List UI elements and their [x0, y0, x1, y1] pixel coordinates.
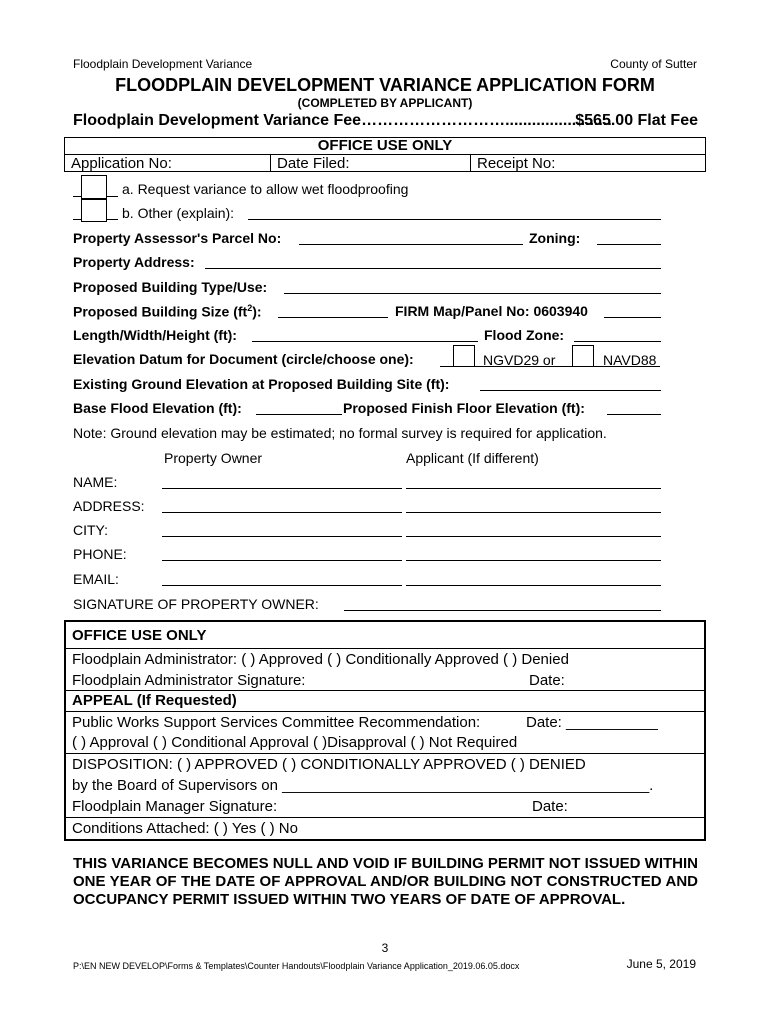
board-date[interactable]: by the Board of Supervisors on ____________________________________________. [72, 777, 654, 794]
office-use-section [64, 620, 706, 841]
page-number: 3 [381, 941, 389, 955]
signature-label: SIGNATURE OF PROPERTY OWNER: [73, 596, 319, 612]
property-owner-heading: Property Owner [164, 450, 263, 466]
address-label: Property Address: [73, 254, 195, 270]
fee-amount: $565.00 Flat Fee [575, 112, 698, 129]
owner-name-line[interactable] [162, 488, 402, 489]
conditions-attached[interactable]: Conditions Attached: ( ) Yes ( ) No [72, 820, 298, 837]
building-size-input-line[interactable] [278, 317, 388, 318]
city-label: CITY: [73, 522, 109, 538]
firm-panel-input-line[interactable] [604, 317, 661, 318]
applicant-phone-line[interactable] [406, 560, 661, 561]
firm-panel-label: FIRM Map/Panel No: 0603940 [395, 303, 588, 319]
applicant-heading: Applicant (If different) [406, 450, 539, 466]
office-section-heading: OFFICE USE ONLY [72, 627, 207, 644]
email-label: EMAIL: [73, 571, 119, 587]
receipt-no-field[interactable]: Receipt No: [477, 155, 556, 172]
header-right: County of Sutter [610, 57, 697, 71]
bfe-label: Base Flood Elevation (ft): [73, 400, 242, 416]
datum-label: Elevation Datum for Document (circle/choose one): [73, 351, 414, 367]
owner-email-line[interactable] [162, 585, 402, 586]
parcel-input-line[interactable] [299, 244, 523, 245]
option-b-label: b. Other (explain): [122, 205, 235, 221]
administrator-signature[interactable]: Floodplain Administrator Signature: [72, 672, 306, 689]
finish-floor-input-line[interactable] [607, 414, 661, 415]
flood-zone-input-line[interactable] [574, 341, 661, 342]
owner-city-line[interactable] [162, 536, 402, 537]
option-a-label: a. Request variance to allow wet floodproofing [122, 181, 409, 197]
ngvd29-label: NGVD29 or [483, 352, 556, 368]
office-use-heading: OFFICE USE ONLY [317, 137, 453, 154]
date-filed-field[interactable]: Date Filed: [271, 155, 471, 172]
ground-elevation-input-line[interactable] [480, 390, 661, 391]
note-text: Note: Ground elevation may be estimated; no formal survey is required for application. [73, 425, 607, 441]
administrator-decision[interactable]: Floodplain Administrator: ( ) Approved ( ) Conditionally Approved ( ) Denied [72, 651, 569, 668]
manager-date[interactable]: Date: [532, 798, 568, 815]
finish-floor-label: Proposed Finish Floor Elevation (ft): [343, 400, 585, 416]
form-subtitle: (COMPLETED BY APPLICANT) [297, 96, 473, 110]
zoning-label: Zoning: [529, 230, 581, 246]
navd88-checkbox[interactable] [572, 345, 594, 367]
parcel-label: Property Assessor's Parcel No: [73, 230, 282, 246]
building-size-label: Proposed Building Size $(ft^2)$: [73, 303, 262, 320]
applicant-address-line[interactable] [406, 512, 661, 513]
flood-zone-label: Flood Zone: [484, 327, 565, 343]
pw-date[interactable]: Date: ___________ [526, 714, 658, 731]
building-type-label: Proposed Building Type/Use: [73, 279, 268, 295]
appeal-heading: APPEAL (If Requested) [72, 692, 237, 709]
fee-label: Floodplain Development Variance Fee………………………........................ [73, 112, 612, 129]
owner-signature-line[interactable] [344, 610, 661, 611]
manager-signature[interactable]: Floodplain Manager Signature: [72, 798, 278, 815]
applicant-name-line[interactable] [406, 488, 661, 489]
disposition-options[interactable]: DISPOSITION: ( ) APPROVED ( ) CONDITIONALLY APPROVED ( ) DENIED [72, 756, 586, 773]
address-input-line[interactable] [205, 268, 661, 269]
option-b-checkbox[interactable] [81, 199, 107, 222]
applicant-city-line[interactable] [406, 536, 661, 537]
pw-recommendation: Public Works Support Services Committee Recommendation: [72, 714, 481, 731]
zoning-input-line[interactable] [597, 244, 661, 245]
phone-label: PHONE: [73, 546, 127, 562]
lwh-input-line[interactable] [252, 341, 478, 342]
owner-phone-line[interactable] [162, 560, 402, 561]
file-path: P:\EN NEW DEVELOP\Forms & Templates\Counter Handouts\Floodplain Variance Application_2019.06.05.docx [73, 961, 520, 971]
other-explain-line[interactable] [248, 219, 661, 220]
name-label: NAME: [73, 474, 118, 490]
form-title: FLOODPLAIN DEVELOPMENT VARIANCE APPLICATION FORM [115, 75, 655, 95]
building-type-input-line[interactable] [284, 293, 661, 294]
pw-options[interactable]: ( ) Approval ( ) Conditional Approval ( )Disapproval ( ) Not Required [72, 734, 518, 751]
bfe-input-line[interactable] [256, 414, 342, 415]
owner-address-line[interactable] [162, 512, 402, 513]
office-use-table [64, 137, 706, 172]
lwh-label: Length/Width/Height (ft): [73, 327, 237, 343]
administrator-date[interactable]: Date: [529, 672, 565, 689]
header-left: Floodplain Development Variance [73, 57, 253, 71]
option-a-checkbox[interactable] [81, 175, 107, 199]
applicant-email-line[interactable] [406, 585, 661, 586]
navd88-label: NAVD88 [603, 352, 657, 368]
null-void-warning: THIS VARIANCE BECOMES NULL AND VOID IF BUILDING PERMIT NOT ISSUED WITHIN ONE YEAR OF THE DATE OF APPROVAL AND/OR BUILDING NOT CONSTRUCTED AND OCCUPANCY PERMIT ISSUED WITHIN TWO YEARS OF DATE OF APPROVAL. [73, 855, 698, 908]
ground-elevation-label: Existing Ground Elevation at Proposed Building Site (ft): [73, 376, 450, 392]
address-field-label: ADDRESS: [73, 498, 145, 514]
ngvd29-checkbox[interactable] [453, 345, 475, 367]
footer-date: June 5, 2019 [626, 957, 696, 971]
application-no-field[interactable]: Application No: [65, 155, 271, 172]
